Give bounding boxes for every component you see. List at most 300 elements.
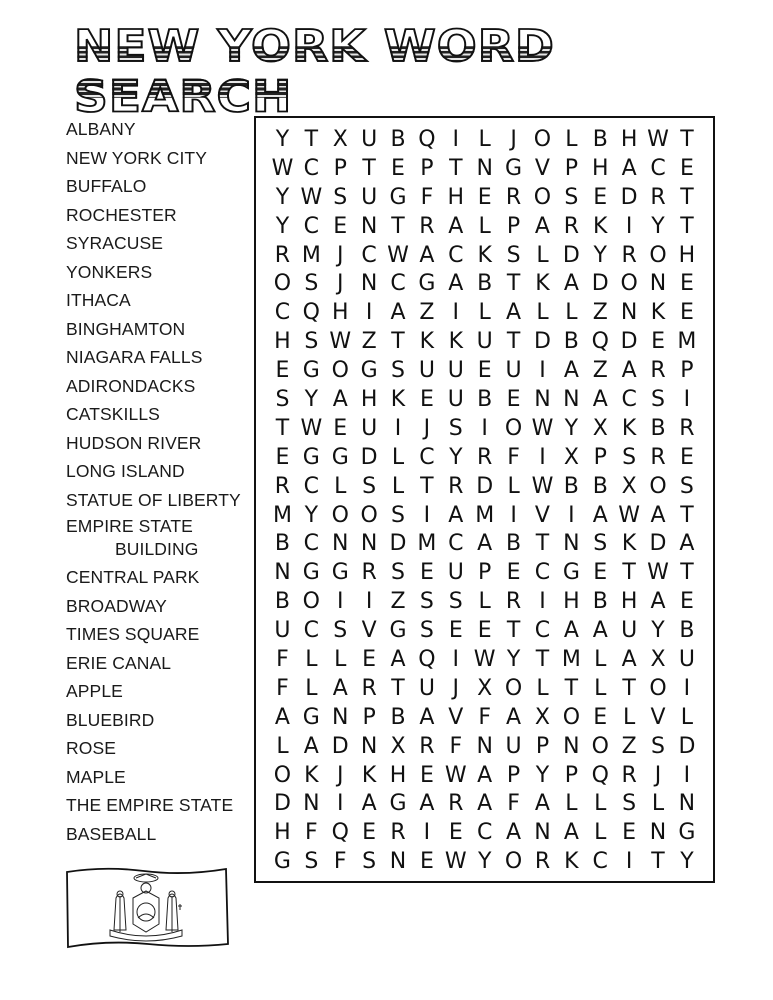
grid-letter[interactable]: A bbox=[419, 242, 435, 268]
grid-letter[interactable]: J bbox=[336, 762, 344, 788]
grid-letter[interactable]: A bbox=[506, 820, 522, 846]
grid-letter[interactable]: U bbox=[447, 358, 464, 384]
grid-letter[interactable]: T bbox=[449, 155, 463, 181]
grid-letter[interactable]: S bbox=[564, 184, 579, 210]
grid-letter[interactable]: F bbox=[305, 820, 318, 846]
grid-letter[interactable]: Z bbox=[390, 589, 406, 615]
grid-letter[interactable]: G bbox=[331, 444, 349, 470]
grid-letter[interactable]: O bbox=[360, 502, 378, 528]
grid-letter[interactable]: J bbox=[336, 271, 344, 297]
grid-letter[interactable]: W bbox=[300, 415, 323, 441]
grid-letter[interactable]: A bbox=[361, 791, 377, 817]
grid-letter[interactable]: A bbox=[448, 271, 464, 297]
grid-letter[interactable]: E bbox=[275, 358, 290, 384]
grid-letter[interactable]: R bbox=[448, 473, 464, 499]
grid-letter[interactable]: I bbox=[625, 849, 633, 875]
grid-letter[interactable]: F bbox=[333, 849, 347, 875]
grid-letter[interactable]: Y bbox=[506, 647, 521, 673]
grid-letter[interactable]: A bbox=[592, 387, 608, 413]
grid-letter[interactable]: T bbox=[622, 675, 636, 701]
grid-letter[interactable]: H bbox=[274, 329, 291, 355]
grid-letter[interactable]: Y bbox=[275, 213, 290, 239]
grid-letter[interactable]: E bbox=[679, 155, 694, 181]
grid-letter[interactable]: W bbox=[444, 849, 467, 875]
grid-letter[interactable]: G bbox=[389, 184, 407, 210]
grid-letter[interactable]: G bbox=[302, 560, 320, 586]
grid-letter[interactable]: B bbox=[679, 618, 695, 644]
grid-letter[interactable]: L bbox=[536, 300, 549, 326]
grid-letter[interactable]: K bbox=[419, 329, 435, 355]
grid-letter[interactable]: S bbox=[304, 329, 319, 355]
grid-letter[interactable]: Y bbox=[680, 849, 694, 875]
grid-letter[interactable]: Q bbox=[591, 329, 609, 355]
grid-letter[interactable]: S bbox=[448, 589, 463, 615]
grid-letter[interactable]: O bbox=[504, 415, 523, 441]
grid-letter[interactable]: K bbox=[390, 387, 406, 413]
grid-letter[interactable]: O bbox=[533, 184, 552, 210]
grid-letter[interactable]: O bbox=[649, 242, 667, 268]
grid-letter[interactable]: V bbox=[650, 704, 666, 730]
grid-letter[interactable]: R bbox=[274, 242, 291, 268]
grid-letter[interactable]: I bbox=[336, 791, 344, 817]
grid-letter[interactable]: A bbox=[506, 300, 522, 326]
grid-letter[interactable]: N bbox=[360, 271, 378, 297]
grid-letter[interactable]: H bbox=[620, 589, 638, 615]
grid-letter[interactable]: B bbox=[592, 127, 608, 152]
grid-letter[interactable]: Z bbox=[361, 329, 377, 355]
grid-letter[interactable]: L bbox=[536, 242, 549, 268]
grid-letter[interactable]: N bbox=[563, 387, 580, 413]
grid-letter[interactable]: Y bbox=[651, 618, 665, 644]
grid-letter[interactable]: O bbox=[533, 127, 552, 152]
grid-letter[interactable]: U bbox=[447, 387, 464, 413]
grid-letter[interactable]: J bbox=[654, 762, 662, 788]
grid-letter[interactable]: R bbox=[419, 733, 435, 759]
grid-letter[interactable]: M bbox=[475, 502, 495, 528]
grid-letter[interactable]: B bbox=[477, 387, 493, 413]
grid-letter[interactable]: S bbox=[391, 502, 405, 528]
grid-letter[interactable]: G bbox=[302, 704, 320, 730]
grid-letter[interactable]: C bbox=[448, 242, 464, 268]
grid-letter[interactable]: I bbox=[365, 589, 373, 615]
grid-letter[interactable]: T bbox=[391, 213, 405, 239]
grid-letter[interactable]: N bbox=[534, 820, 551, 846]
grid-letter[interactable]: C bbox=[303, 531, 320, 557]
grid-letter[interactable]: G bbox=[562, 560, 580, 586]
grid-letter[interactable]: N bbox=[274, 560, 291, 586]
grid-letter[interactable]: L bbox=[305, 647, 318, 673]
grid-letter[interactable]: R bbox=[650, 444, 666, 470]
grid-letter[interactable]: R bbox=[505, 589, 522, 615]
grid-letter[interactable]: K bbox=[361, 762, 377, 788]
grid-letter[interactable]: B bbox=[506, 531, 522, 557]
grid-letter[interactable]: A bbox=[650, 589, 666, 615]
grid-letter[interactable]: K bbox=[650, 300, 666, 326]
grid-letter[interactable]: X bbox=[534, 704, 550, 730]
grid-letter[interactable]: S bbox=[679, 473, 694, 499]
grid-letter[interactable]: H bbox=[678, 242, 696, 268]
grid-letter[interactable]: B bbox=[650, 415, 666, 441]
grid-letter[interactable]: B bbox=[390, 704, 406, 730]
grid-letter[interactable]: L bbox=[594, 675, 607, 701]
grid-letter[interactable]: T bbox=[506, 329, 521, 355]
grid-letter[interactable]: S bbox=[419, 618, 434, 644]
grid-letter[interactable]: X bbox=[390, 733, 406, 759]
grid-letter[interactable]: L bbox=[565, 300, 578, 326]
grid-letter[interactable]: U bbox=[418, 358, 435, 384]
grid-letter[interactable]: A bbox=[563, 618, 579, 644]
grid-letter[interactable]: B bbox=[477, 271, 493, 297]
grid-letter[interactable]: T bbox=[535, 647, 550, 673]
grid-letter[interactable]: S bbox=[651, 387, 665, 413]
grid-letter[interactable]: O bbox=[504, 849, 523, 875]
grid-letter[interactable]: Q bbox=[591, 762, 609, 788]
grid-letter[interactable]: Q bbox=[331, 820, 349, 846]
grid-letter[interactable]: G bbox=[273, 849, 291, 875]
grid-letter[interactable]: I bbox=[568, 502, 575, 528]
grid-letter[interactable]: L bbox=[478, 589, 491, 615]
grid-letter[interactable]: T bbox=[680, 184, 694, 210]
grid-letter[interactable]: A bbox=[534, 791, 550, 817]
grid-letter[interactable]: W bbox=[618, 502, 641, 528]
grid-letter[interactable]: F bbox=[449, 733, 463, 759]
grid-letter[interactable]: E bbox=[477, 358, 492, 384]
grid-letter[interactable]: S bbox=[622, 444, 637, 470]
grid-letter[interactable]: L bbox=[478, 213, 491, 239]
grid-letter[interactable]: C bbox=[650, 155, 666, 181]
grid-letter[interactable]: O bbox=[649, 675, 667, 701]
grid-letter[interactable]: L bbox=[594, 791, 607, 817]
grid-letter[interactable]: K bbox=[621, 415, 637, 441]
grid-letter[interactable]: N bbox=[331, 531, 349, 557]
grid-letter[interactable]: M bbox=[677, 329, 697, 355]
grid-letter[interactable]: P bbox=[593, 444, 607, 470]
grid-letter[interactable]: P bbox=[506, 213, 521, 239]
grid-letter[interactable]: E bbox=[593, 704, 608, 730]
grid-letter[interactable]: N bbox=[389, 849, 407, 875]
grid-letter[interactable]: Y bbox=[535, 762, 550, 788]
grid-letter[interactable]: M bbox=[301, 242, 321, 268]
grid-letter[interactable]: B bbox=[390, 127, 406, 152]
grid-letter[interactable]: V bbox=[361, 618, 377, 644]
grid-letter[interactable]: H bbox=[331, 300, 349, 326]
grid-letter[interactable]: E bbox=[679, 300, 694, 326]
grid-letter[interactable]: A bbox=[477, 791, 493, 817]
grid-letter[interactable]: S bbox=[333, 618, 348, 644]
grid-letter[interactable]: R bbox=[390, 820, 406, 846]
grid-letter[interactable]: O bbox=[649, 473, 667, 499]
grid-letter[interactable]: L bbox=[507, 473, 520, 499]
grid-letter[interactable]: S bbox=[622, 791, 637, 817]
grid-letter[interactable]: I bbox=[683, 762, 691, 788]
grid-letter[interactable]: N bbox=[476, 155, 493, 181]
grid-letter[interactable]: I bbox=[539, 444, 546, 470]
grid-letter[interactable]: L bbox=[276, 733, 289, 759]
grid-letter[interactable]: Y bbox=[564, 415, 579, 441]
grid-letter[interactable]: A bbox=[477, 531, 493, 557]
grid-letter[interactable]: U bbox=[418, 675, 435, 701]
grid-letter[interactable]: X bbox=[592, 415, 608, 441]
grid-letter[interactable]: W bbox=[300, 184, 323, 210]
grid-letter[interactable]: A bbox=[303, 733, 319, 759]
grid-letter[interactable]: R bbox=[650, 358, 666, 384]
grid-letter[interactable]: W bbox=[387, 242, 409, 268]
grid-letter[interactable]: E bbox=[391, 155, 405, 181]
grid-letter[interactable]: D bbox=[562, 242, 580, 268]
grid-letter[interactable]: T bbox=[651, 849, 665, 875]
grid-letter[interactable]: B bbox=[563, 329, 579, 355]
grid-letter[interactable]: T bbox=[362, 155, 376, 181]
grid-letter[interactable]: K bbox=[448, 329, 463, 355]
grid-letter[interactable]: Z bbox=[592, 358, 608, 384]
grid-letter[interactable]: K bbox=[593, 213, 608, 239]
grid-letter[interactable]: D bbox=[533, 329, 551, 355]
grid-letter[interactable]: T bbox=[420, 473, 434, 499]
grid-letter[interactable]: C bbox=[303, 618, 320, 644]
grid-letter[interactable]: W bbox=[329, 329, 352, 355]
grid-letter[interactable]: O bbox=[504, 675, 523, 701]
grid-letter[interactable]: X bbox=[621, 473, 637, 499]
grid-letter[interactable]: I bbox=[452, 647, 460, 673]
grid-letter[interactable]: I bbox=[452, 300, 460, 326]
grid-letter[interactable]: G bbox=[302, 444, 320, 470]
grid-letter[interactable]: P bbox=[535, 733, 550, 759]
grid-letter[interactable]: O bbox=[273, 762, 292, 788]
grid-letter[interactable]: W bbox=[271, 155, 294, 181]
grid-letter[interactable]: I bbox=[365, 300, 373, 326]
grid-letter[interactable]: C bbox=[303, 473, 320, 499]
grid-letter[interactable]: Q bbox=[302, 300, 320, 326]
grid-letter[interactable]: A bbox=[534, 213, 550, 239]
grid-letter[interactable]: E bbox=[506, 387, 521, 413]
grid-letter[interactable]: C bbox=[534, 618, 551, 644]
grid-letter[interactable]: A bbox=[621, 155, 637, 181]
grid-letter[interactable]: W bbox=[647, 127, 669, 152]
grid-letter[interactable]: S bbox=[391, 358, 405, 384]
grid-letter[interactable]: C bbox=[274, 300, 291, 326]
grid-letter[interactable]: H bbox=[591, 155, 609, 181]
grid-letter[interactable]: U bbox=[505, 733, 522, 759]
grid-letter[interactable]: I bbox=[510, 502, 517, 528]
grid-letter[interactable]: E bbox=[477, 184, 492, 210]
grid-letter[interactable]: I bbox=[394, 415, 402, 441]
grid-letter[interactable]: S bbox=[362, 849, 377, 875]
grid-letter[interactable]: W bbox=[473, 647, 496, 673]
grid-letter[interactable]: P bbox=[333, 155, 347, 181]
grid-letter[interactable]: J bbox=[423, 415, 431, 441]
grid-letter[interactable]: D bbox=[273, 791, 291, 817]
grid-letter[interactable]: L bbox=[565, 127, 578, 152]
grid-letter[interactable]: A bbox=[448, 502, 464, 528]
grid-letter[interactable]: K bbox=[477, 242, 492, 268]
grid-letter[interactable]: D bbox=[678, 733, 696, 759]
grid-letter[interactable]: O bbox=[591, 733, 609, 759]
grid-letter[interactable]: A bbox=[390, 300, 406, 326]
grid-letter[interactable]: V bbox=[534, 502, 550, 528]
grid-letter[interactable]: I bbox=[481, 415, 488, 441]
grid-letter[interactable]: Y bbox=[593, 242, 607, 268]
grid-letter[interactable]: S bbox=[333, 184, 348, 210]
grid-letter[interactable]: P bbox=[564, 155, 578, 181]
grid-letter[interactable]: A bbox=[563, 820, 579, 846]
grid-letter[interactable]: P bbox=[478, 560, 492, 586]
grid-letter[interactable]: L bbox=[305, 675, 318, 701]
grid-letter[interactable]: T bbox=[304, 127, 319, 152]
grid-letter[interactable]: D bbox=[360, 444, 378, 470]
grid-letter[interactable]: E bbox=[448, 618, 463, 644]
grid-letter[interactable]: T bbox=[622, 560, 636, 586]
grid-letter[interactable]: R bbox=[621, 242, 637, 268]
grid-letter[interactable]: S bbox=[304, 849, 319, 875]
grid-letter[interactable]: N bbox=[360, 733, 378, 759]
grid-letter[interactable]: T bbox=[680, 127, 694, 152]
grid-letter[interactable]: E bbox=[419, 762, 434, 788]
grid-letter[interactable]: E bbox=[506, 560, 521, 586]
grid-letter[interactable]: N bbox=[303, 791, 320, 817]
grid-letter[interactable]: A bbox=[448, 213, 464, 239]
grid-letter[interactable]: I bbox=[336, 589, 344, 615]
grid-letter[interactable]: X bbox=[650, 647, 666, 673]
grid-letter[interactable]: I bbox=[683, 387, 691, 413]
grid-letter[interactable]: C bbox=[361, 242, 377, 268]
grid-letter[interactable]: A bbox=[419, 791, 435, 817]
grid-letter[interactable]: D bbox=[649, 531, 667, 557]
grid-letter[interactable]: N bbox=[620, 300, 638, 326]
grid-letter[interactable]: E bbox=[679, 444, 694, 470]
grid-letter[interactable]: U bbox=[361, 184, 378, 210]
grid-letter[interactable]: C bbox=[592, 849, 608, 875]
grid-letter[interactable]: P bbox=[420, 155, 434, 181]
grid-letter[interactable]: A bbox=[650, 502, 666, 528]
grid-letter[interactable]: W bbox=[531, 415, 554, 441]
grid-letter[interactable]: M bbox=[417, 531, 437, 557]
grid-letter[interactable]: J bbox=[336, 242, 344, 268]
grid-letter[interactable]: Q bbox=[418, 647, 436, 673]
grid-letter[interactable]: D bbox=[620, 329, 638, 355]
grid-letter[interactable]: Z bbox=[419, 300, 435, 326]
grid-letter[interactable]: A bbox=[563, 271, 579, 297]
grid-letter[interactable]: A bbox=[621, 358, 637, 384]
grid-letter[interactable]: E bbox=[362, 820, 377, 846]
grid-letter[interactable]: A bbox=[592, 502, 608, 528]
grid-letter[interactable]: R bbox=[274, 473, 291, 499]
grid-letter[interactable]: F bbox=[276, 647, 289, 673]
grid-letter[interactable]: A bbox=[419, 704, 435, 730]
grid-letter[interactable]: D bbox=[331, 733, 349, 759]
grid-letter[interactable]: L bbox=[478, 127, 491, 152]
grid-letter[interactable]: G bbox=[678, 820, 696, 846]
grid-letter[interactable]: A bbox=[274, 704, 290, 730]
grid-letter[interactable]: U bbox=[447, 560, 464, 586]
grid-letter[interactable]: P bbox=[506, 762, 521, 788]
grid-letter[interactable]: P bbox=[362, 704, 376, 730]
grid-letter[interactable]: L bbox=[623, 704, 636, 730]
grid-letter[interactable]: M bbox=[561, 647, 581, 673]
grid-letter[interactable]: A bbox=[592, 618, 608, 644]
grid-letter[interactable]: R bbox=[477, 444, 493, 470]
grid-letter[interactable]: E bbox=[419, 560, 434, 586]
grid-letter[interactable]: F bbox=[276, 675, 289, 701]
grid-letter[interactable]: E bbox=[593, 560, 608, 586]
grid-letter[interactable]: K bbox=[535, 271, 550, 297]
grid-letter[interactable]: B bbox=[274, 589, 290, 615]
grid-letter[interactable]: R bbox=[361, 675, 377, 701]
grid-letter[interactable]: F bbox=[507, 791, 520, 817]
grid-letter[interactable]: Y bbox=[449, 444, 463, 470]
grid-letter[interactable]: G bbox=[389, 791, 407, 817]
grid-letter[interactable]: T bbox=[680, 560, 694, 586]
grid-letter[interactable]: W bbox=[531, 473, 554, 499]
grid-letter[interactable]: I bbox=[539, 589, 546, 615]
grid-letter[interactable]: B bbox=[563, 473, 579, 499]
grid-letter[interactable]: E bbox=[333, 415, 348, 441]
grid-letter[interactable]: T bbox=[680, 502, 694, 528]
grid-letter[interactable]: P bbox=[564, 762, 578, 788]
grid-letter[interactable]: K bbox=[621, 531, 637, 557]
grid-letter[interactable]: C bbox=[390, 271, 406, 297]
grid-letter[interactable]: O bbox=[331, 502, 349, 528]
grid-letter[interactable]: R bbox=[419, 213, 435, 239]
grid-letter[interactable]: O bbox=[273, 271, 292, 297]
grid-letter[interactable]: N bbox=[563, 531, 580, 557]
grid-letter[interactable]: I bbox=[625, 213, 633, 239]
grid-letter[interactable]: L bbox=[594, 820, 607, 846]
grid-letter[interactable]: G bbox=[302, 358, 320, 384]
grid-letter[interactable]: S bbox=[448, 415, 463, 441]
grid-letter[interactable]: L bbox=[478, 300, 491, 326]
grid-letter[interactable]: Y bbox=[477, 849, 492, 875]
grid-letter[interactable]: R bbox=[621, 762, 637, 788]
grid-letter[interactable]: Y bbox=[304, 502, 319, 528]
grid-letter[interactable]: R bbox=[563, 213, 579, 239]
grid-letter[interactable]: R bbox=[505, 184, 522, 210]
grid-letter[interactable]: I bbox=[452, 127, 460, 152]
grid-letter[interactable]: K bbox=[304, 762, 319, 788]
grid-letter[interactable]: E bbox=[622, 820, 637, 846]
grid-letter[interactable]: U bbox=[678, 647, 695, 673]
grid-letter[interactable]: I bbox=[683, 675, 691, 701]
grid-letter[interactable]: N bbox=[678, 791, 696, 817]
grid-letter[interactable]: L bbox=[334, 647, 347, 673]
grid-letter[interactable]: O bbox=[620, 271, 638, 297]
grid-letter[interactable]: E bbox=[679, 589, 694, 615]
grid-letter[interactable]: C bbox=[534, 560, 551, 586]
grid-letter[interactable]: A bbox=[679, 531, 695, 557]
grid-letter[interactable]: B bbox=[274, 531, 290, 557]
grid-letter[interactable]: C bbox=[621, 387, 637, 413]
grid-letter[interactable]: S bbox=[362, 473, 377, 499]
grid-letter[interactable]: R bbox=[361, 560, 377, 586]
grid-letter[interactable]: E bbox=[419, 387, 434, 413]
grid-letter[interactable]: G bbox=[505, 155, 523, 181]
grid-letter[interactable]: T bbox=[680, 213, 694, 239]
grid-letter[interactable]: D bbox=[476, 473, 494, 499]
grid-letter[interactable]: G bbox=[331, 560, 349, 586]
grid-letter[interactable]: A bbox=[506, 704, 522, 730]
grid-letter[interactable]: X bbox=[563, 444, 579, 470]
grid-letter[interactable]: V bbox=[448, 704, 464, 730]
grid-letter[interactable]: C bbox=[476, 820, 493, 846]
grid-letter[interactable]: S bbox=[506, 242, 521, 268]
grid-letter[interactable]: G bbox=[418, 271, 436, 297]
grid-letter[interactable]: D bbox=[620, 184, 638, 210]
grid-letter[interactable]: N bbox=[476, 733, 493, 759]
grid-letter[interactable]: R bbox=[448, 791, 464, 817]
grid-letter[interactable]: Y bbox=[304, 387, 319, 413]
grid-letter[interactable]: X bbox=[332, 127, 348, 152]
grid-letter[interactable]: E bbox=[477, 618, 492, 644]
grid-letter[interactable]: L bbox=[565, 791, 578, 817]
